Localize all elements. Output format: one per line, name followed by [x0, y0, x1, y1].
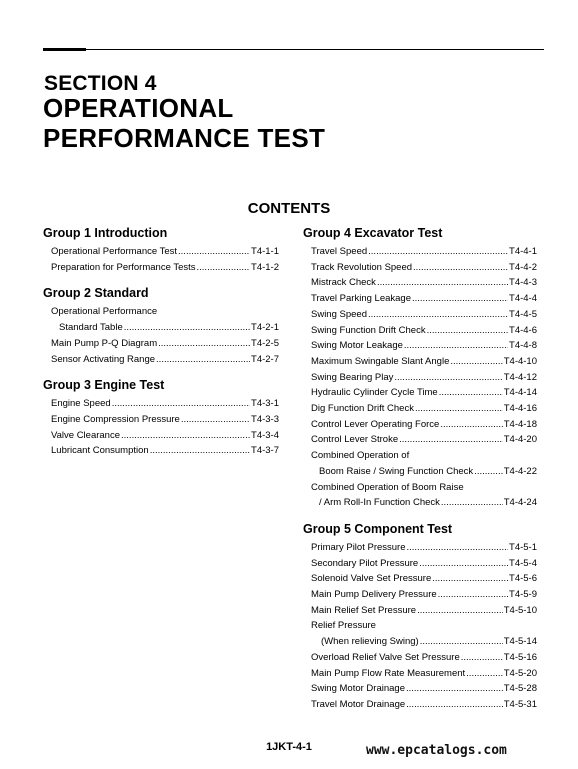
toc-entry[interactable] [303, 432, 537, 448]
toc-entry[interactable] [303, 587, 537, 603]
toc-entry-label: Standard Table [59, 322, 123, 334]
toc-entry-label: Swing Motor Leakage [311, 340, 403, 352]
toc-leader-dots [412, 291, 508, 307]
toc-entry-label: Engine Compression Pressure [51, 413, 180, 425]
toc-entry-label: Relief Pressure [311, 620, 376, 632]
toc-entry-label: (When relieving Swing) [321, 636, 419, 648]
toc-leader-dots [121, 428, 250, 444]
toc-entry-label: Main Pump Flow Rate Measurement [311, 667, 466, 679]
toc-entry-page: T4-4-5 [509, 308, 537, 320]
toc-leader-dots [156, 352, 250, 368]
toc-entry-label: Sensor Activating Range [51, 353, 156, 365]
toc-leader-dots [197, 260, 251, 276]
toc-leader-dots [441, 495, 503, 511]
toc-entry[interactable] [303, 370, 537, 386]
toc-entry-label: Valve Clearance [51, 429, 121, 441]
toc-leader-dots [450, 354, 502, 370]
toc-entry-page: T4-3-1 [251, 398, 279, 410]
toc-leader-dots [427, 323, 508, 339]
toc-entry-label: Solenoid Valve Set Pressure [311, 573, 432, 585]
toc-leader-dots [417, 603, 503, 619]
toc-entry[interactable] [43, 396, 279, 412]
toc-entry-label: Preparation for Performance Tests [51, 261, 196, 273]
toc-entry-label: Dig Function Drift Check [311, 403, 414, 415]
toc-entry[interactable] [303, 401, 537, 417]
toc-leader-dots [181, 412, 250, 428]
toc-entry-page: T4-5-9 [509, 589, 537, 601]
page-code: 1JKT-4-1 [266, 741, 312, 753]
toc-entry[interactable] [43, 443, 279, 459]
toc-entry[interactable] [43, 428, 279, 444]
toc-leader-dots [474, 464, 503, 480]
toc-entry[interactable] [303, 666, 537, 682]
toc-entry-page: T4-5-14 [503, 636, 537, 648]
toc-group [43, 286, 279, 367]
toc-entry-page: T4-4-22 [503, 465, 537, 477]
toc-entry-label: Engine Speed [51, 398, 111, 410]
toc-entry[interactable] [303, 385, 537, 401]
toc-leader-dots [415, 401, 503, 417]
toc-leader-dots [419, 556, 508, 572]
toc-group [303, 522, 537, 713]
toc-entry-label: Overload Relief Valve Set Pressure [311, 651, 460, 663]
toc-entry[interactable] [303, 291, 537, 307]
toc-entry-label: Operational Performance Test [51, 246, 178, 257]
toc-leader-dots [439, 385, 503, 401]
toc-entry-page: T4-4-1 [509, 246, 537, 257]
toc-entry-label: Hydraulic Cylinder Cycle Time [311, 387, 438, 399]
toc-entry-label: Main Pump Delivery Pressure [311, 589, 437, 601]
toc-entry-label: Travel Speed [311, 246, 368, 257]
toc-leader-dots [440, 417, 502, 433]
toc-entry[interactable] [303, 338, 537, 354]
toc-entry-page: T4-4-6 [509, 324, 537, 336]
toc-entry[interactable] [43, 260, 279, 276]
toc-group-title: Group 4 Excavator Test [303, 226, 443, 240]
toc-leader-dots [461, 650, 503, 666]
toc-entry-page: T4-5-16 [503, 651, 537, 663]
toc-entry-page: T4-4-2 [509, 261, 537, 273]
toc-entry[interactable] [303, 464, 537, 480]
toc-leader-dots [394, 370, 502, 386]
section-title [43, 93, 325, 153]
toc-entry-label: Combined Operation of Boom Raise [311, 481, 464, 493]
toc-entry-label: Mistrack Check [311, 277, 376, 289]
toc-entry[interactable] [303, 354, 537, 370]
toc-leader-dots [158, 336, 250, 352]
toc-entry[interactable] [303, 417, 537, 433]
toc-right-column [303, 226, 537, 724]
toc-leader-dots [406, 681, 503, 697]
toc-entry-page: T4-4-3 [509, 277, 537, 289]
toc-entry-page: T4-2-7 [251, 353, 279, 365]
toc-group [303, 226, 537, 511]
toc-entry[interactable] [43, 244, 279, 260]
toc-leader-dots [406, 697, 503, 713]
toc-leader-dots [466, 666, 503, 682]
toc-entry[interactable] [303, 448, 537, 464]
toc-entry-label: Travel Motor Drainage [311, 698, 406, 710]
toc-leader-dots [368, 307, 508, 323]
contents-heading: CONTENTS [247, 200, 331, 217]
toc-entry[interactable] [43, 412, 279, 428]
toc-leader-dots [404, 338, 508, 354]
toc-entry-label: Travel Parking Leakage [311, 293, 411, 305]
toc-entry-page: T4-1-1 [251, 246, 279, 257]
toc-leader-dots [407, 540, 509, 556]
section-title-line1: OPERATIONAL [43, 93, 234, 123]
toc-entry-label: Secondary Pilot Pressure [311, 557, 419, 569]
toc-entry[interactable] [303, 571, 537, 587]
toc-entry[interactable] [303, 681, 537, 697]
toc-entry-label: Control Lever Stroke [311, 434, 399, 446]
toc-entry[interactable] [303, 650, 537, 666]
toc-entry-label: Swing Motor Drainage [311, 683, 405, 695]
toc-leader-dots [368, 244, 508, 260]
toc-entry-page: T4-5-4 [509, 557, 537, 569]
toc-leader-dots [124, 320, 250, 336]
toc-entry-page: T4-5-31 [503, 698, 537, 710]
toc-entry-page: T4-4-16 [503, 403, 537, 415]
toc-entry[interactable] [303, 323, 537, 339]
toc-entry-label: Main Pump P-Q Diagram [51, 337, 158, 349]
toc-entry[interactable] [303, 307, 537, 323]
toc-entry-label: Primary Pilot Pressure [311, 541, 406, 553]
toc-entry-page: T4-3-3 [251, 413, 279, 425]
toc-leader-dots [413, 260, 508, 276]
toc-leader-dots [112, 396, 250, 412]
toc-leader-dots [420, 634, 503, 650]
toc-entry-page: T4-4-18 [503, 418, 537, 430]
toc-entry-page: T4-5-20 [503, 667, 537, 679]
toc-entry-page: T4-1-2 [251, 261, 279, 273]
toc-entry-label: Swing Bearing Play [311, 371, 394, 383]
toc-entry-page: T4-4-12 [503, 371, 537, 383]
toc-leader-dots [399, 432, 503, 448]
toc-entry-label: Combined Operation of [311, 450, 410, 462]
toc-entry-page: T4-3-4 [251, 429, 279, 441]
toc-entry-label: Boom Raise / Swing Function Check [319, 465, 474, 477]
watermark: www.epcatalogs.com [366, 743, 507, 758]
toc-left-column [43, 226, 279, 470]
toc-group [43, 226, 279, 275]
toc-entry-page: T4-5-6 [509, 573, 537, 585]
toc-entry[interactable] [303, 480, 537, 496]
toc-entry[interactable] [303, 495, 537, 511]
toc-entry[interactable] [303, 244, 537, 260]
toc-entry-label: Operational Performance [51, 306, 158, 318]
section-label: SECTION 4 [44, 72, 157, 95]
toc-entry-page: T4-4-4 [509, 293, 537, 305]
toc-entry-page: T4-5-28 [503, 683, 537, 695]
toc-entry-page: T4-4-20 [503, 434, 537, 446]
toc-entry-page: T4-2-5 [251, 337, 279, 349]
toc-entry-page: T4-4-10 [503, 355, 537, 367]
toc-entry[interactable] [303, 603, 537, 619]
toc-leader-dots [438, 587, 508, 603]
header-rule-thin [86, 49, 544, 50]
toc-entry-label: Lubricant Consumption [51, 445, 149, 457]
toc-entry-label: Track Revolution Speed [311, 261, 413, 273]
toc-entry-page: T4-2-1 [251, 322, 279, 334]
toc-entry[interactable] [303, 556, 537, 572]
toc-group-title: Group 5 Component Test [303, 521, 453, 536]
toc-entry[interactable] [303, 618, 537, 634]
toc-entry[interactable] [43, 320, 279, 336]
toc-entry-page: T4-4-14 [503, 387, 537, 399]
toc-entry[interactable] [43, 304, 279, 320]
toc-entry-label: / Arm Roll-In Function Check [319, 497, 440, 509]
toc-entry[interactable] [303, 260, 537, 276]
toc-leader-dots [377, 275, 508, 291]
toc-entry[interactable] [303, 540, 537, 556]
toc-entry-page: T4-5-1 [509, 541, 537, 553]
toc-entry-label: Swing Speed [311, 308, 367, 320]
toc-entry[interactable] [303, 697, 537, 713]
toc-entry-label: Maximum Swingable Slant Angle [311, 355, 450, 367]
toc-group-title: Group 1 Introduction [43, 226, 168, 240]
toc-leader-dots [432, 571, 508, 587]
toc-entry-page: T4-4-24 [503, 497, 537, 509]
toc-entry-page: T4-5-10 [503, 604, 537, 616]
toc-entry-label: Control Lever Operating Force [311, 418, 440, 430]
toc-entry-label: Swing Function Drift Check [311, 324, 426, 336]
toc-entry-label: Main Relief Set Pressure [311, 604, 417, 616]
toc-entry[interactable] [303, 275, 537, 291]
toc-entry-page: T4-4-8 [509, 340, 537, 352]
section-title-line2: PERFORMANCE TEST [43, 123, 326, 153]
toc-entry[interactable] [43, 352, 279, 368]
toc-entry[interactable] [43, 336, 279, 352]
toc-leader-dots [178, 244, 250, 260]
toc-leader-dots [150, 443, 250, 459]
toc-group [43, 378, 279, 459]
toc-entry-page: T4-3-7 [251, 445, 279, 457]
toc-entry[interactable] [303, 634, 537, 650]
header-rule-thick [43, 48, 86, 51]
toc-group-title: Group 3 Engine Test [43, 378, 165, 393]
toc-group-title: Group 2 Standard [43, 286, 149, 301]
